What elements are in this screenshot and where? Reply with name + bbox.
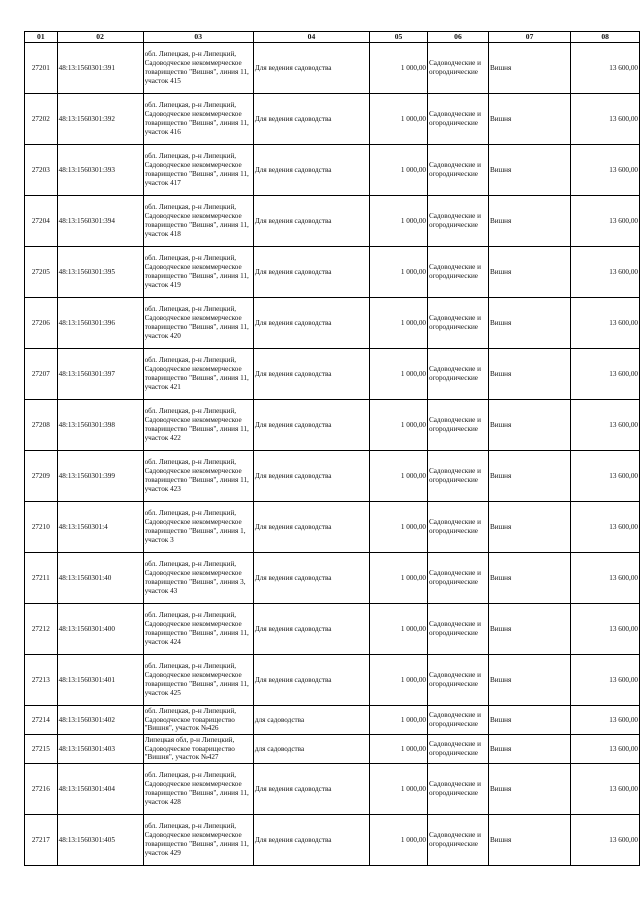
cadastral-number-cell: 48:13:1560301:396: [57, 298, 143, 349]
cadastral-value-cell: 13 600,00: [571, 349, 640, 400]
table-body: [25, 43, 640, 866]
society-name-cell: Вишня: [488, 735, 570, 764]
permitted-use-cell: Для ведения садоводства: [253, 502, 369, 553]
area-cell: 1 000,00: [370, 298, 428, 349]
table-row: [25, 706, 640, 735]
address-cell: [143, 349, 253, 400]
address-cell: [143, 451, 253, 502]
address-text: обл. Липецкая, р-н Липецкий, Садоводческое некоммерческое товарищество "Вишня", линия 11, участок 425: [144, 662, 249, 697]
address-cell: [143, 400, 253, 451]
col-header-05: 05: [370, 32, 428, 43]
land-category-cell: Садоводческие и огороднические: [428, 604, 489, 655]
land-category-cell: Садоводческие и огороднические: [428, 196, 489, 247]
cadastral-value-cell: 13 600,00: [571, 145, 640, 196]
area-cell: 1 000,00: [370, 349, 428, 400]
society-name-cell: Вишня: [488, 400, 570, 451]
table-row: [25, 815, 640, 866]
table-row: [25, 94, 640, 145]
area-cell: 1 000,00: [370, 815, 428, 866]
cadastral-value-cell: 13 600,00: [571, 706, 640, 735]
address-text: обл. Липецкая, р-н Липецкий, Садоводческое некоммерческое товарищество "Вишня", линия 11, участок 422: [144, 407, 249, 442]
col-header-02: 02: [57, 32, 143, 43]
society-name-cell: Вишня: [488, 604, 570, 655]
area-cell: 1 000,00: [370, 735, 428, 764]
permitted-use-cell: Для ведения садоводства: [253, 604, 369, 655]
row-id-cell: 27212: [25, 604, 58, 655]
col-header-04: 04: [253, 32, 369, 43]
cadastral-value-cell: 13 600,00: [571, 815, 640, 866]
address-text: обл. Липецкая, р-н Липецкий, Садоводческое некоммерческое товарищество "Вишня", линия 11, участок 416: [144, 101, 249, 136]
area-cell: 1 000,00: [370, 502, 428, 553]
area-cell: 1 000,00: [370, 196, 428, 247]
col-header-06: 06: [428, 32, 489, 43]
permitted-use-cell: Для ведения садоводства: [253, 655, 369, 706]
society-name-cell: Вишня: [488, 815, 570, 866]
address-text: обл. Липецкая, р-н Липецкий, Садоводческое некоммерческое товарищество "Вишня", линия 11, участок 415: [144, 50, 249, 85]
permitted-use-cell: Для ведения садоводства: [253, 349, 369, 400]
society-name-cell: Вишня: [488, 298, 570, 349]
society-name-cell: Вишня: [488, 196, 570, 247]
cadastral-number-cell: 48:13:1560301:404: [57, 764, 143, 815]
land-category-cell: Садоводческие и огороднические: [428, 94, 489, 145]
permitted-use-cell: Для ведения садоводства: [253, 247, 369, 298]
land-category-cell: Садоводческие и огороднические: [428, 43, 489, 94]
row-id-cell: 27209: [25, 451, 58, 502]
land-category-cell: Садоводческие и огороднические: [428, 298, 489, 349]
land-category-cell: Садоводческие и огороднические: [428, 451, 489, 502]
cadastral-number-cell: 48:13:1560301:391: [57, 43, 143, 94]
address-cell: [143, 764, 253, 815]
address-cell: [143, 196, 253, 247]
col-header-07: 07: [488, 32, 570, 43]
area-cell: 1 000,00: [370, 451, 428, 502]
cadastral-number-cell: 48:13:1560301:403: [57, 735, 143, 764]
cadastral-number-cell: 48:13:1560301:392: [57, 94, 143, 145]
land-category-cell: Садоводческие и огороднические: [428, 735, 489, 764]
row-id-cell: 27202: [25, 94, 58, 145]
area-cell: 1 000,00: [370, 43, 428, 94]
society-name-cell: Вишня: [488, 247, 570, 298]
permitted-use-cell: Для ведения садоводства: [253, 43, 369, 94]
cadastral-number-cell: 48:13:1560301:40: [57, 553, 143, 604]
table-row: [25, 43, 640, 94]
row-id-cell: 27208: [25, 400, 58, 451]
permitted-use-cell: Для ведения садоводства: [253, 451, 369, 502]
address-cell: [143, 298, 253, 349]
address-cell: [143, 247, 253, 298]
cadastral-number-cell: 48:13:1560301:393: [57, 145, 143, 196]
permitted-use-cell: Для ведения садоводства: [253, 94, 369, 145]
society-name-cell: Вишня: [488, 502, 570, 553]
area-cell: 1 000,00: [370, 145, 428, 196]
cadastral-value-cell: 13 600,00: [571, 94, 640, 145]
permitted-use-cell: для садоводства: [253, 706, 369, 735]
table-row: [25, 502, 640, 553]
cadastral-number-cell: 48:13:1560301:398: [57, 400, 143, 451]
address-cell: [143, 94, 253, 145]
table-row: [25, 655, 640, 706]
table-row: [25, 349, 640, 400]
cadastral-value-cell: 13 600,00: [571, 502, 640, 553]
permitted-use-cell: Для ведения садоводства: [253, 400, 369, 451]
permitted-use-cell: Для ведения садоводства: [253, 815, 369, 866]
land-category-cell: Садоводческие и огороднические: [428, 247, 489, 298]
row-id-cell: 27203: [25, 145, 58, 196]
society-name-cell: Вишня: [488, 349, 570, 400]
address-cell: [143, 706, 253, 735]
cadastral-value-cell: 13 600,00: [571, 451, 640, 502]
land-category-cell: Садоводческие и огороднические: [428, 764, 489, 815]
cadastral-number-cell: 48:13:1560301:401: [57, 655, 143, 706]
cadastral-number-cell: 48:13:1560301:397: [57, 349, 143, 400]
cadastral-number-cell: 48:13:1560301:395: [57, 247, 143, 298]
table-row: [25, 553, 640, 604]
table-row: [25, 735, 640, 764]
land-category-cell: Садоводческие и огороднические: [428, 655, 489, 706]
row-id-cell: 27213: [25, 655, 58, 706]
row-id-cell: 27215: [25, 735, 58, 764]
society-name-cell: Вишня: [488, 706, 570, 735]
area-cell: 1 000,00: [370, 706, 428, 735]
permitted-use-cell: Для ведения садоводства: [253, 553, 369, 604]
table-row: [25, 604, 640, 655]
address-cell: [143, 145, 253, 196]
row-id-cell: 27214: [25, 706, 58, 735]
address-text: обл. Липецкая, р-н Липецкий, Садоводческое некоммерческое товарищество "Вишня", линия 11, участок 428: [144, 771, 249, 806]
society-name-cell: Вишня: [488, 451, 570, 502]
cadastral-number-cell: 48:13:1560301:402: [57, 706, 143, 735]
header-row: [25, 32, 640, 43]
society-name-cell: Вишня: [488, 553, 570, 604]
register-table: [24, 31, 640, 866]
area-cell: 1 000,00: [370, 247, 428, 298]
area-cell: 1 000,00: [370, 764, 428, 815]
society-name-cell: Вишня: [488, 655, 570, 706]
land-category-cell: Садоводческие и огороднические: [428, 706, 489, 735]
cadastral-value-cell: 13 600,00: [571, 655, 640, 706]
table-row: [25, 196, 640, 247]
cadastral-value-cell: 13 600,00: [571, 735, 640, 764]
address-text: Липецкая обл, р-н Липецкий, Садоводческое товарищество "Вишня", участок №427: [144, 735, 235, 762]
society-name-cell: Вишня: [488, 94, 570, 145]
table-row: [25, 298, 640, 349]
address-text: обл. Липецкая, р-н Липецкий, Садоводческое некоммерческое товарищество "Вишня", линия 11, участок 421: [144, 356, 249, 391]
address-cell: [143, 604, 253, 655]
row-id-cell: 27216: [25, 764, 58, 815]
col-header-08: 08: [571, 32, 640, 43]
row-id-cell: 27207: [25, 349, 58, 400]
permitted-use-cell: Для ведения садоводства: [253, 196, 369, 247]
cadastral-number-cell: 48:13:1560301:394: [57, 196, 143, 247]
society-name-cell: Вишня: [488, 145, 570, 196]
land-category-cell: Садоводческие и огороднические: [428, 349, 489, 400]
address-text: обл. Липецкая, р-н Липецкий, Садоводческое некоммерческое товарищество "Вишня", линия 11, участок 418: [144, 203, 249, 238]
land-category-cell: Садоводческие и огороднические: [428, 502, 489, 553]
address-text: обл. Липецкая, р-н Липецкий, Садоводческое некоммерческое товарищество "Вишня", линия 1, участок 3: [144, 509, 246, 544]
table-row: [25, 400, 640, 451]
land-category-cell: Садоводческие и огороднические: [428, 400, 489, 451]
address-text: обл. Липецкая, р-н Липецкий, Садоводческое некоммерческое товарищество "Вишня", линия 11, участок 424: [144, 611, 249, 646]
cadastral-value-cell: 13 600,00: [571, 43, 640, 94]
cadastral-value-cell: 13 600,00: [571, 247, 640, 298]
address-cell: [143, 815, 253, 866]
row-id-cell: 27201: [25, 43, 58, 94]
area-cell: 1 000,00: [370, 604, 428, 655]
row-id-cell: 27205: [25, 247, 58, 298]
permitted-use-cell: Для ведения садоводства: [253, 298, 369, 349]
permitted-use-cell: Для ведения садоводства: [253, 145, 369, 196]
col-header-01: 01: [25, 32, 58, 43]
address-cell: [143, 553, 253, 604]
cadastral-number-cell: 48:13:1560301:405: [57, 815, 143, 866]
address-cell: [143, 502, 253, 553]
cadastral-value-cell: 13 600,00: [571, 764, 640, 815]
society-name-cell: Вишня: [488, 43, 570, 94]
address-text: обл. Липецкая, р-н Липецкий, Садоводческое некоммерческое товарищество "Вишня", линия 11, участок 429: [144, 822, 249, 857]
address-cell: [143, 655, 253, 706]
cadastral-value-cell: 13 600,00: [571, 400, 640, 451]
cadastral-value-cell: 13 600,00: [571, 553, 640, 604]
address-text: обл. Липецкая, р-н Липецкий, Садоводческое некоммерческое товарищество "Вишня", линия 11, участок 417: [144, 152, 249, 187]
address-text: обл. Липецкая, р-н Липецкий, Садоводческое некоммерческое товарищество "Вишня", линия 3, участок 43: [144, 560, 246, 595]
land-category-cell: Садоводческие и огороднические: [428, 815, 489, 866]
row-id-cell: 27210: [25, 502, 58, 553]
table-row: [25, 764, 640, 815]
table-row: [25, 451, 640, 502]
area-cell: 1 000,00: [370, 553, 428, 604]
address-cell: [143, 735, 253, 764]
row-id-cell: 27206: [25, 298, 58, 349]
row-id-cell: 27204: [25, 196, 58, 247]
society-name-cell: Вишня: [488, 764, 570, 815]
cadastral-number-cell: 48:13:1560301:399: [57, 451, 143, 502]
land-category-cell: Садоводческие и огороднические: [428, 553, 489, 604]
cadastral-value-cell: 13 600,00: [571, 604, 640, 655]
row-id-cell: 27211: [25, 553, 58, 604]
permitted-use-cell: Для ведения садоводства: [253, 764, 369, 815]
row-id-cell: 27217: [25, 815, 58, 866]
col-header-03: 03: [143, 32, 253, 43]
address-text: обл. Липецкая, р-н Липецкий, Садоводческое некоммерческое товарищество "Вишня", линия 11, участок 419: [144, 254, 249, 289]
permitted-use-cell: для садоводства: [253, 735, 369, 764]
address-text: обл. Липецкая, р-н Липецкий, Садоводческое товарищество "Вишня", участок №426: [144, 706, 237, 733]
cadastral-number-cell: 48:13:1560301:4: [57, 502, 143, 553]
land-category-cell: Садоводческие и огороднические: [428, 145, 489, 196]
table-row: [25, 247, 640, 298]
area-cell: 1 000,00: [370, 655, 428, 706]
table-row: [25, 145, 640, 196]
area-cell: 1 000,00: [370, 400, 428, 451]
cadastral-value-cell: 13 600,00: [571, 298, 640, 349]
address-cell: [143, 43, 253, 94]
address-text: обл. Липецкая, р-н Липецкий, Садоводческое некоммерческое товарищество "Вишня", линия 11, участок 423: [144, 458, 249, 493]
cadastral-number-cell: 48:13:1560301:400: [57, 604, 143, 655]
address-text: обл. Липецкая, р-н Липецкий, Садоводческое некоммерческое товарищество "Вишня", линия 11, участок 420: [144, 305, 249, 340]
area-cell: 1 000,00: [370, 94, 428, 145]
cadastral-value-cell: 13 600,00: [571, 196, 640, 247]
